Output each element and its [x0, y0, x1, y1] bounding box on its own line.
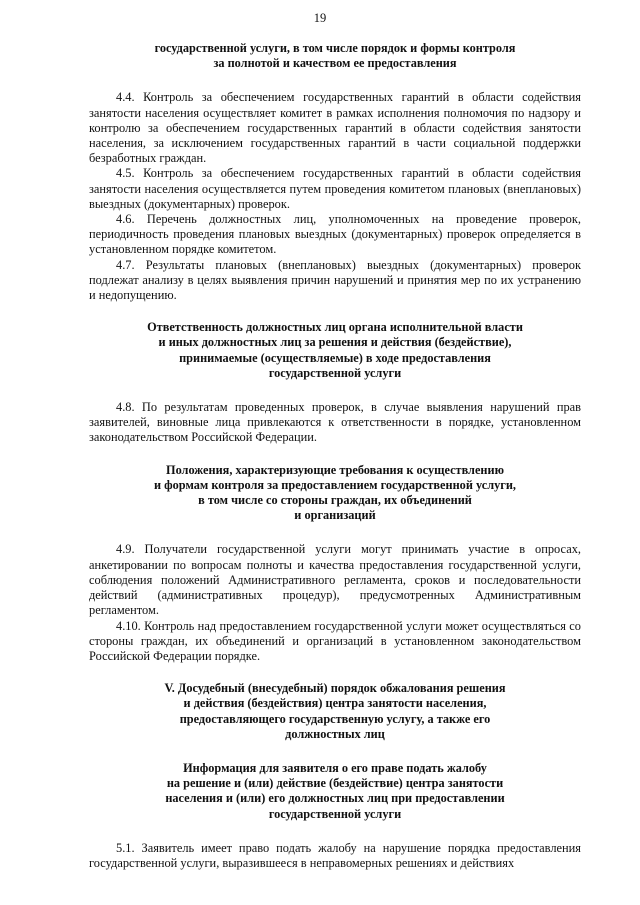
heading-line: населения и (или) его должностных лиц при предоставлении	[165, 791, 505, 806]
chapter-heading	[89, 681, 581, 742]
heading-line: Информация для заявителя о его праве подать жалобу	[183, 760, 487, 775]
heading-line: за полнотой и качеством ее предоставления	[213, 56, 457, 71]
heading-line: и формам контроля за предоставлением государственной услуги,	[153, 477, 517, 492]
heading-line: предоставляющего государственную услугу, а также его	[179, 711, 491, 726]
heading-line: государственной услуги	[268, 365, 402, 380]
heading-line: V. Досудебный (внесудебный) порядок обжалования решения	[164, 681, 506, 696]
heading-line: и действия (бездействия) центра занятости населения,	[183, 696, 487, 711]
section-heading	[89, 761, 581, 822]
page-content	[89, 41, 581, 871]
section-heading	[89, 41, 581, 71]
heading-line: на решение и (или) действие (бездействие) центра занятости	[166, 776, 504, 791]
paragraph-4-6: 4.6. Перечень должностных лиц, уполномоченных на проведение проверок, периодичность проведения плановых выездных (документарных) проверок определяется в установленном порядке комитетом.	[89, 212, 581, 257]
section-heading	[89, 463, 581, 524]
heading-line: Ответственность должностных лиц органа исполнительной власти	[147, 320, 523, 335]
paragraph-4-8: 4.8. По результатам проведенных проверок, в случае выявления нарушений прав заявителей, виновные лица привлекаются к ответственности в порядке, установленном законодательством Российской Федерации.	[89, 400, 581, 445]
heading-line: принимаемые (осуществляемые) в ходе предоставления	[179, 350, 491, 365]
heading-line: должностных лиц	[285, 726, 385, 741]
heading-line: государственной услуги	[268, 806, 402, 821]
page-number: 19	[313, 11, 327, 25]
paragraph-4-7: 4.7. Результаты плановых (внеплановых) выездных (документарных) проверок подлежат анализу в целях выявления причин нарушений и принятия мер по их устранению и недопущению.	[89, 257, 581, 303]
paragraph-4-9: 4.9. Получатели государственной услуги могут принимать участие в опросах, анкетировании по вопросам полноты и качества предоставления государственной услуги, соблюдения положений Административного регламента, сроков и последовательности действий (административных процедур), предусмотренных Административным регламентом.	[89, 542, 581, 618]
paragraph-4-4: 4.4. Контроль за обеспечением государственных гарантий в области содействия занятости населения осуществляет комитет в рамках исполнения полномочия по надзору и контролю за обеспечением государственных гарантий в области содействия занятости населения, за исключением государственных гарантий в части социальной поддержки безработных граждан.	[89, 90, 581, 166]
section-heading	[89, 320, 581, 381]
heading-line: Положения, характеризующие требования к осуществлению	[166, 462, 504, 477]
paragraph-5-1: 5.1. Заявитель имеет право подать жалобу на нарушение порядка предоставления государственной услуги, выразившееся в неправомерных решениях и действиях	[89, 840, 581, 870]
paragraph-4-10: 4.10. Контроль над предоставлением государственной услуги может осуществляться со стороны граждан, их объединений и организаций в установленном законодательством Российской Федерации порядке.	[89, 618, 581, 663]
heading-line: в том числе со стороны граждан, их объединений	[198, 493, 472, 508]
paragraph-4-5: 4.5. Контроль за обеспечением государственных гарантий в области содействия занятости населения осуществляется путем проведения комитетом плановых (внеплановых) выездных (документарных) проверок.	[89, 166, 581, 211]
heading-line: и иных должностных лиц за решения и действия (бездействие),	[158, 335, 512, 350]
heading-line: государственной услуги, в том числе порядок и формы контроля	[154, 41, 516, 55]
heading-line: и организаций	[294, 508, 376, 523]
